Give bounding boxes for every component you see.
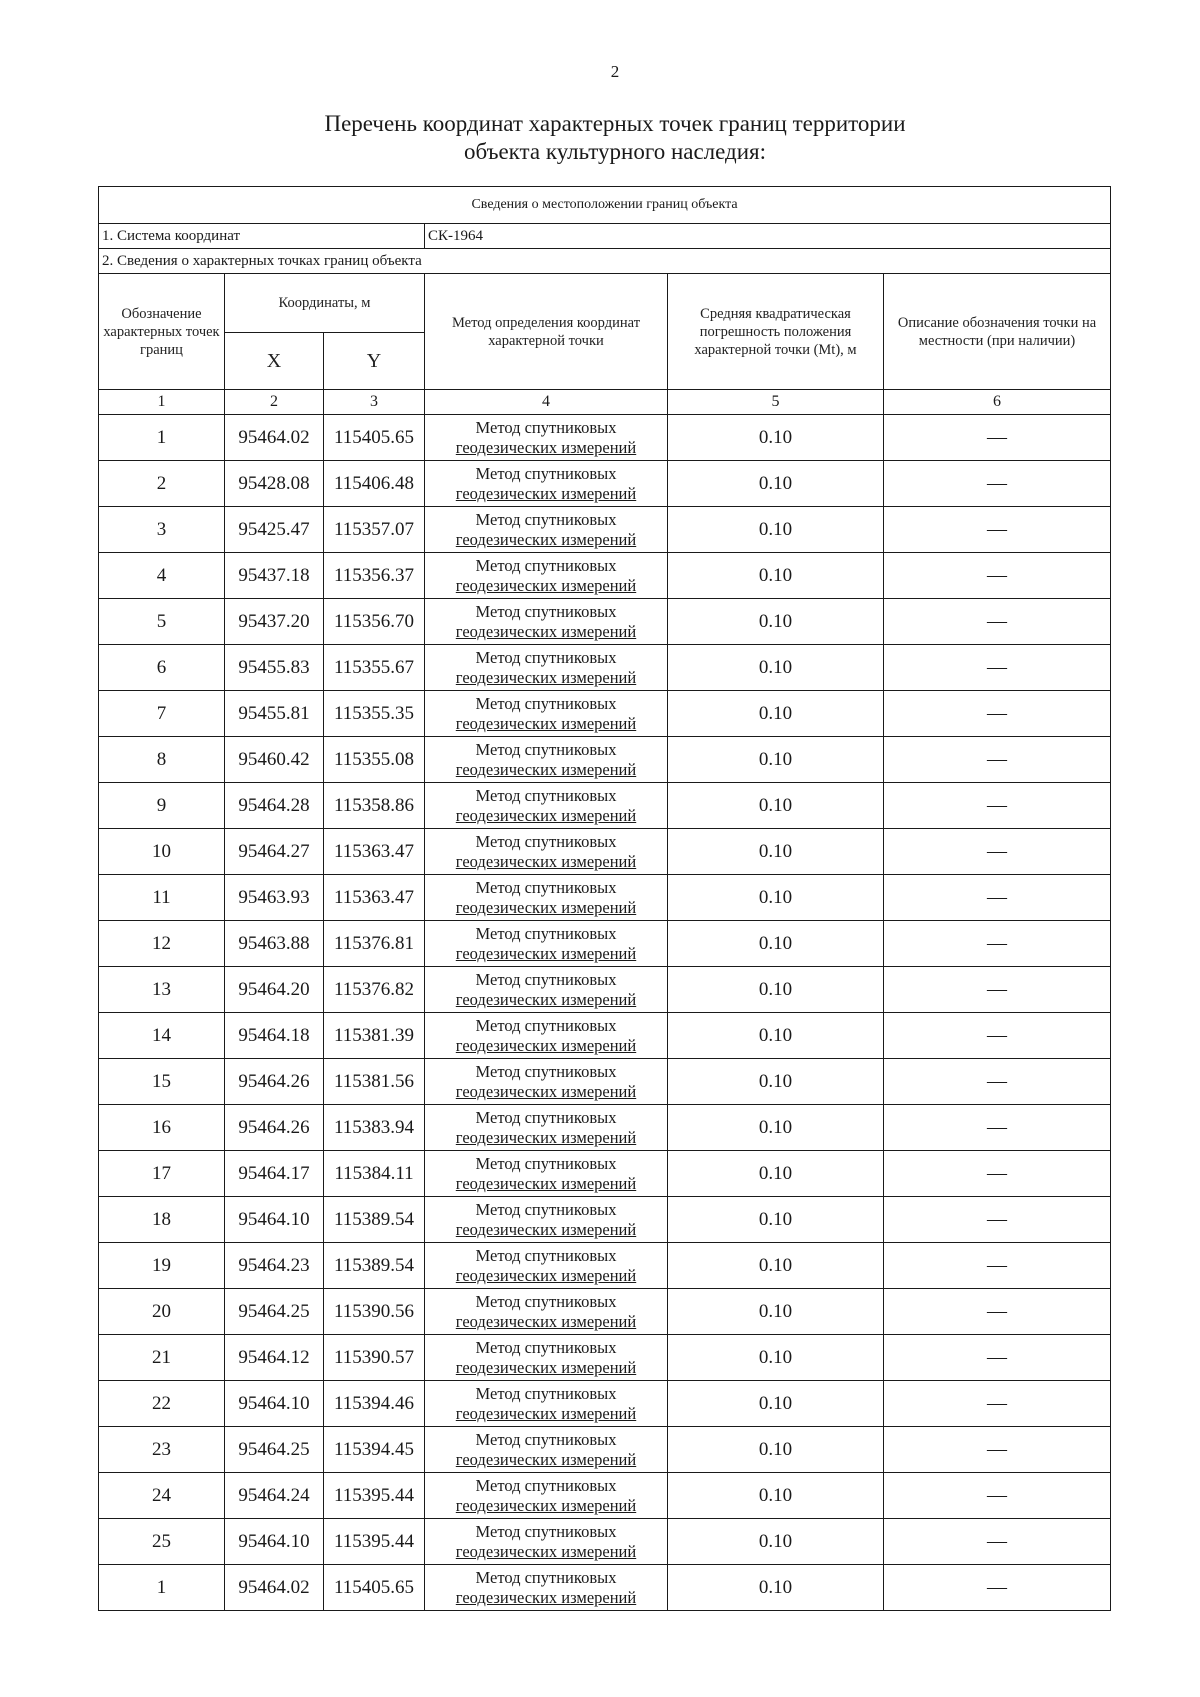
method-line-2: геодезических измерений <box>455 1541 637 1561</box>
method-line-2: геодезических измерений <box>455 575 637 595</box>
mt-value: 0.10 <box>668 507 884 553</box>
method-line-2: геодезических измерений <box>455 1081 637 1101</box>
table-row <box>99 1105 1111 1151</box>
coord-y: 115394.45 <box>324 1427 425 1473</box>
table-row <box>99 1519 1111 1565</box>
column-number: 5 <box>668 390 884 415</box>
description-value: — <box>884 921 1111 967</box>
method-line-1: Метод спутниковых <box>475 1107 617 1127</box>
method-cell <box>425 1059 668 1105</box>
method-line-1: Метод спутниковых <box>475 1061 617 1081</box>
description-value: — <box>884 1289 1111 1335</box>
point-number: 2 <box>99 461 225 507</box>
method-line-1: Метод спутниковых <box>475 1475 617 1495</box>
coord-x: 95464.02 <box>225 415 324 461</box>
table-row <box>99 1197 1111 1243</box>
header-designation: Обозначение характерных точек границ <box>99 274 225 390</box>
method-line-2: геодезических измерений <box>455 529 637 549</box>
table-row <box>99 645 1111 691</box>
description-value: — <box>884 645 1111 691</box>
column-numbers-row <box>99 390 1111 415</box>
coord-y: 115395.44 <box>324 1473 425 1519</box>
description-value: — <box>884 1519 1111 1565</box>
method-line-1: Метод спутниковых <box>475 601 617 621</box>
method-cell <box>425 461 668 507</box>
point-number: 18 <box>99 1197 225 1243</box>
point-number: 14 <box>99 1013 225 1059</box>
column-number: 2 <box>225 390 324 415</box>
mt-value: 0.10 <box>668 1519 884 1565</box>
description-value: — <box>884 1151 1111 1197</box>
mt-value: 0.10 <box>668 1565 884 1611</box>
method-line-1: Метод спутниковых <box>475 1291 617 1311</box>
method-line-2: геодезических измерений <box>455 943 637 963</box>
coord-system-value: СК-1964 <box>425 224 1111 249</box>
table-row <box>99 461 1111 507</box>
method-line-1: Метод спутниковых <box>475 877 617 897</box>
point-number: 16 <box>99 1105 225 1151</box>
mt-value: 0.10 <box>668 1473 884 1519</box>
column-header-row <box>99 274 1111 333</box>
point-number: 21 <box>99 1335 225 1381</box>
mt-value: 0.10 <box>668 1013 884 1059</box>
method-cell <box>425 1289 668 1335</box>
coord-y: 115384.11 <box>324 1151 425 1197</box>
coord-y: 115356.70 <box>324 599 425 645</box>
title-line-1: Перечень координат характерных точек границ территории <box>324 111 906 136</box>
mt-value: 0.10 <box>668 829 884 875</box>
point-number: 1 <box>99 1565 225 1611</box>
method-line-1: Метод спутниковых <box>475 555 617 575</box>
coord-y: 115363.47 <box>324 829 425 875</box>
table-row <box>99 691 1111 737</box>
coord-x: 95425.47 <box>225 507 324 553</box>
point-number: 10 <box>99 829 225 875</box>
mt-value: 0.10 <box>668 1381 884 1427</box>
coord-x: 95464.17 <box>225 1151 324 1197</box>
coord-x: 95464.27 <box>225 829 324 875</box>
coord-x: 95464.10 <box>225 1197 324 1243</box>
method-line-1: Метод спутниковых <box>475 1337 617 1357</box>
method-line-2: геодезических измерений <box>455 805 637 825</box>
description-value: — <box>884 1197 1111 1243</box>
coord-y: 115376.82 <box>324 967 425 1013</box>
coord-y: 115389.54 <box>324 1197 425 1243</box>
coord-y: 115406.48 <box>324 461 425 507</box>
mt-value: 0.10 <box>668 1243 884 1289</box>
mt-value: 0.10 <box>668 1289 884 1335</box>
method-cell <box>425 921 668 967</box>
method-cell <box>425 691 668 737</box>
method-cell <box>425 645 668 691</box>
method-cell <box>425 737 668 783</box>
method-cell <box>425 507 668 553</box>
coord-y: 115355.35 <box>324 691 425 737</box>
method-line-1: Метод спутниковых <box>475 739 617 759</box>
description-value: — <box>884 691 1111 737</box>
coord-y: 115381.56 <box>324 1059 425 1105</box>
method-line-2: геодезических измерений <box>455 1127 637 1147</box>
method-line-2: геодезических измерений <box>455 1495 637 1515</box>
method-cell <box>425 1335 668 1381</box>
coord-system-row <box>99 224 1111 249</box>
method-line-1: Метод спутниковых <box>475 463 617 483</box>
coord-x: 95463.93 <box>225 875 324 921</box>
method-line-1: Метод спутниковых <box>475 1383 617 1403</box>
coord-y: 115363.47 <box>324 875 425 921</box>
coord-y: 115355.67 <box>324 645 425 691</box>
description-value: — <box>884 1565 1111 1611</box>
coordinates-table <box>98 186 1111 1611</box>
coord-y: 115394.46 <box>324 1381 425 1427</box>
coord-x: 95464.10 <box>225 1381 324 1427</box>
description-value: — <box>884 461 1111 507</box>
method-cell <box>425 1519 668 1565</box>
method-line-2: геодезических измерений <box>455 989 637 1009</box>
table-row <box>99 1013 1111 1059</box>
coord-x: 95464.25 <box>225 1289 324 1335</box>
coord-y: 115389.54 <box>324 1243 425 1289</box>
method-line-2: геодезических измерений <box>455 1265 637 1285</box>
coord-y: 115358.86 <box>324 783 425 829</box>
method-line-1: Метод спутниковых <box>475 969 617 989</box>
coord-x: 95455.83 <box>225 645 324 691</box>
point-number: 8 <box>99 737 225 783</box>
method-line-2: геодезических измерений <box>455 483 637 503</box>
method-line-2: геодезических измерений <box>455 897 637 917</box>
section-header: Сведения о местоположении границ объекта <box>99 187 1111 224</box>
method-cell <box>425 1243 668 1289</box>
method-line-2: геодезических измерений <box>455 1587 637 1607</box>
header-x: X <box>225 333 324 390</box>
coord-x: 95464.23 <box>225 1243 324 1289</box>
point-number: 25 <box>99 1519 225 1565</box>
table-row <box>99 737 1111 783</box>
header-y: Y <box>324 333 425 390</box>
column-number: 6 <box>884 390 1111 415</box>
coord-y: 115376.81 <box>324 921 425 967</box>
table-row <box>99 1335 1111 1381</box>
description-value: — <box>884 415 1111 461</box>
method-line-2: геодезических измерений <box>455 759 637 779</box>
coord-x: 95464.26 <box>225 1105 324 1151</box>
coord-y: 115405.65 <box>324 415 425 461</box>
table-row <box>99 1151 1111 1197</box>
description-value: — <box>884 829 1111 875</box>
method-line-2: геодезических измерений <box>455 1357 637 1377</box>
coord-y: 115390.57 <box>324 1335 425 1381</box>
mt-value: 0.10 <box>668 921 884 967</box>
table-row <box>99 1289 1111 1335</box>
points-header: 2. Сведения о характерных точках границ объекта <box>99 249 1111 274</box>
method-cell <box>425 599 668 645</box>
method-cell <box>425 415 668 461</box>
table-row <box>99 875 1111 921</box>
coord-y: 115355.08 <box>324 737 425 783</box>
page-number: 2 <box>610 62 620 81</box>
description-value: — <box>884 1243 1111 1289</box>
coord-y: 115357.07 <box>324 507 425 553</box>
description-value: — <box>884 967 1111 1013</box>
table-row <box>99 1381 1111 1427</box>
method-line-2: геодезических измерений <box>455 1035 637 1055</box>
method-line-1: Метод спутниковых <box>475 1429 617 1449</box>
coord-x: 95437.18 <box>225 553 324 599</box>
header-error: Средняя квадратическая погрешность положения характерной точки (Mt), м <box>668 274 884 390</box>
coord-y: 115356.37 <box>324 553 425 599</box>
point-number: 4 <box>99 553 225 599</box>
method-cell <box>425 553 668 599</box>
method-line-1: Метод спутниковых <box>475 509 617 529</box>
mt-value: 0.10 <box>668 645 884 691</box>
mt-value: 0.10 <box>668 553 884 599</box>
method-cell <box>425 1105 668 1151</box>
coord-x: 95464.28 <box>225 783 324 829</box>
coord-x: 95460.42 <box>225 737 324 783</box>
description-value: — <box>884 1013 1111 1059</box>
point-number: 5 <box>99 599 225 645</box>
coord-x: 95455.81 <box>225 691 324 737</box>
table-row <box>99 1473 1111 1519</box>
description-value: — <box>884 783 1111 829</box>
coord-x: 95464.25 <box>225 1427 324 1473</box>
coord-x: 95464.02 <box>225 1565 324 1611</box>
method-line-1: Метод спутниковых <box>475 1199 617 1219</box>
table-row <box>99 967 1111 1013</box>
mt-value: 0.10 <box>668 1105 884 1151</box>
point-number: 24 <box>99 1473 225 1519</box>
coord-x: 95463.88 <box>225 921 324 967</box>
method-line-2: геодезических измерений <box>455 1173 637 1193</box>
point-number: 20 <box>99 1289 225 1335</box>
method-line-1: Метод спутниковых <box>475 923 617 943</box>
description-value: — <box>884 1427 1111 1473</box>
point-number: 13 <box>99 967 225 1013</box>
mt-value: 0.10 <box>668 415 884 461</box>
method-line-1: Метод спутниковых <box>475 647 617 667</box>
table-row <box>99 1243 1111 1289</box>
coord-x: 95464.10 <box>225 1519 324 1565</box>
method-line-2: геодезических измерений <box>455 437 637 457</box>
table-row <box>99 507 1111 553</box>
method-line-1: Метод спутниковых <box>475 1245 617 1265</box>
header-description: Описание обозначения точки на местности (при наличии) <box>884 274 1111 390</box>
header-method: Метод определения координат характерной точки <box>425 274 668 390</box>
coord-x: 95437.20 <box>225 599 324 645</box>
table-row <box>99 921 1111 967</box>
method-cell <box>425 967 668 1013</box>
point-number: 6 <box>99 645 225 691</box>
method-line-1: Метод спутниковых <box>475 785 617 805</box>
description-value: — <box>884 1335 1111 1381</box>
method-line-2: геодезических измерений <box>455 1449 637 1469</box>
mt-value: 0.10 <box>668 461 884 507</box>
method-cell <box>425 1565 668 1611</box>
coord-x: 95464.24 <box>225 1473 324 1519</box>
method-line-1: Метод спутниковых <box>475 1153 617 1173</box>
mt-value: 0.10 <box>668 967 884 1013</box>
description-value: — <box>884 1473 1111 1519</box>
description-value: — <box>884 599 1111 645</box>
column-number: 3 <box>324 390 425 415</box>
method-line-1: Метод спутниковых <box>475 1521 617 1541</box>
method-line-2: геодезических измерений <box>455 1311 637 1331</box>
coord-y: 115381.39 <box>324 1013 425 1059</box>
coord-y: 115395.44 <box>324 1519 425 1565</box>
mt-value: 0.10 <box>668 737 884 783</box>
method-cell <box>425 783 668 829</box>
mt-value: 0.10 <box>668 875 884 921</box>
method-cell <box>425 1151 668 1197</box>
mt-value: 0.10 <box>668 1151 884 1197</box>
point-number: 22 <box>99 1381 225 1427</box>
header-coordinates: Координаты, м <box>225 274 425 333</box>
point-number: 12 <box>99 921 225 967</box>
title-line-2: объекта культурного наследия: <box>463 139 767 164</box>
coord-y: 115383.94 <box>324 1105 425 1151</box>
table-row <box>99 415 1111 461</box>
mt-value: 0.10 <box>668 1059 884 1105</box>
mt-value: 0.10 <box>668 599 884 645</box>
method-line-1: Метод спутниковых <box>475 831 617 851</box>
column-number: 4 <box>425 390 668 415</box>
mt-value: 0.10 <box>668 1197 884 1243</box>
points-header-row <box>99 249 1111 274</box>
coord-x: 95464.18 <box>225 1013 324 1059</box>
point-number: 3 <box>99 507 225 553</box>
mt-value: 0.10 <box>668 691 884 737</box>
method-line-2: геодезических измерений <box>455 621 637 641</box>
point-number: 7 <box>99 691 225 737</box>
coord-x: 95464.20 <box>225 967 324 1013</box>
method-line-2: геодезических измерений <box>455 713 637 733</box>
description-value: — <box>884 875 1111 921</box>
method-cell <box>425 829 668 875</box>
section-header-row <box>99 187 1111 224</box>
method-line-2: геодезических измерений <box>455 1403 637 1423</box>
point-number: 9 <box>99 783 225 829</box>
column-number: 1 <box>99 390 225 415</box>
point-number: 17 <box>99 1151 225 1197</box>
point-number: 19 <box>99 1243 225 1289</box>
table-row <box>99 1059 1111 1105</box>
coord-system-label: 1. Система координат <box>99 224 425 249</box>
table-row <box>99 599 1111 645</box>
description-value: — <box>884 507 1111 553</box>
method-cell <box>425 1197 668 1243</box>
point-number: 1 <box>99 415 225 461</box>
method-cell <box>425 1473 668 1519</box>
description-value: — <box>884 1105 1111 1151</box>
mt-value: 0.10 <box>668 783 884 829</box>
mt-value: 0.10 <box>668 1427 884 1473</box>
description-value: — <box>884 1059 1111 1105</box>
table-row <box>99 783 1111 829</box>
mt-value: 0.10 <box>668 1335 884 1381</box>
method-line-1: Метод спутниковых <box>475 693 617 713</box>
coord-x: 95464.12 <box>225 1335 324 1381</box>
description-value: — <box>884 1381 1111 1427</box>
description-value: — <box>884 553 1111 599</box>
coord-x: 95464.26 <box>225 1059 324 1105</box>
description-value: — <box>884 737 1111 783</box>
point-number: 23 <box>99 1427 225 1473</box>
coord-x: 95428.08 <box>225 461 324 507</box>
method-line-2: геодезических измерений <box>455 667 637 687</box>
table-row <box>99 553 1111 599</box>
method-cell <box>425 1381 668 1427</box>
method-cell <box>425 875 668 921</box>
point-number: 11 <box>99 875 225 921</box>
method-cell <box>425 1013 668 1059</box>
table-row <box>99 829 1111 875</box>
method-line-1: Метод спутниковых <box>475 1015 617 1035</box>
method-line-1: Метод спутниковых <box>475 417 617 437</box>
method-cell <box>425 1427 668 1473</box>
document-title <box>0 110 1200 166</box>
point-number: 15 <box>99 1059 225 1105</box>
coord-y: 115405.65 <box>324 1565 425 1611</box>
coord-y: 115390.56 <box>324 1289 425 1335</box>
table-row <box>99 1427 1111 1473</box>
table-row <box>99 1565 1111 1611</box>
method-line-1: Метод спутниковых <box>475 1567 617 1587</box>
method-line-2: геодезических измерений <box>455 851 637 871</box>
method-line-2: геодезических измерений <box>455 1219 637 1239</box>
